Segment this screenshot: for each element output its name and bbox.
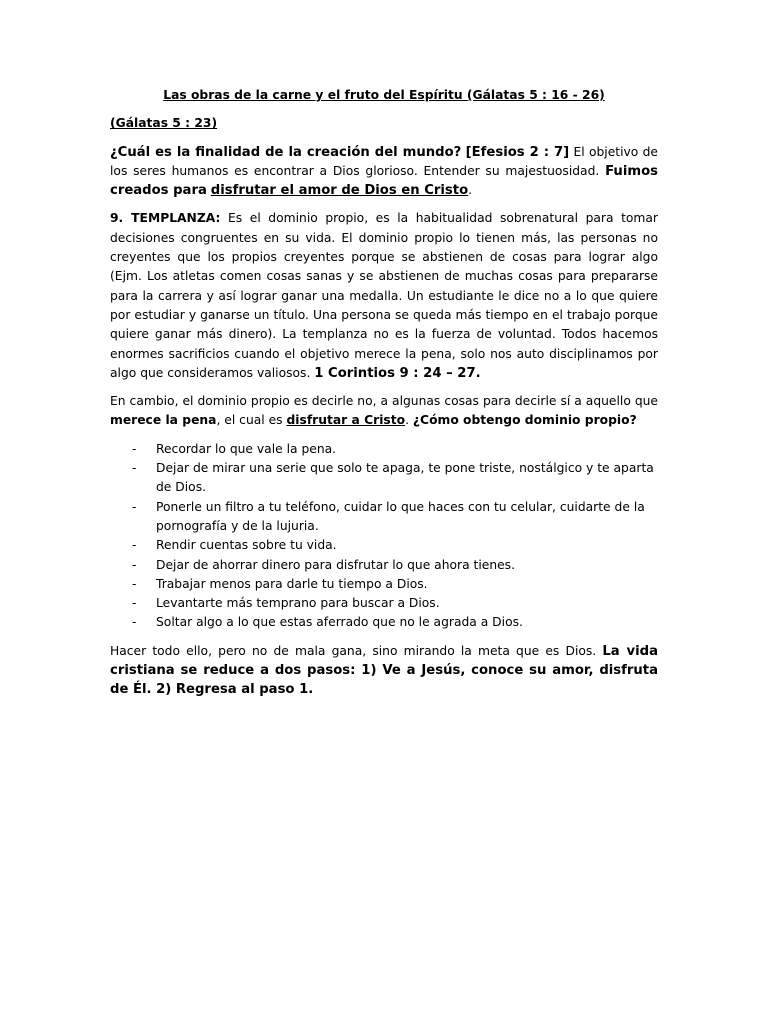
list-dash: - — [132, 596, 137, 611]
conclusion-text: Hacer todo ello, pero no de mala gana, sino mirando la meta que es Dios. — [110, 643, 597, 658]
list-item — [110, 613, 658, 632]
list-item-text: Ponerle un filtro a tu teléfono, cuidar lo que haces con tu celular, cuidarte de la pornografía y de la lujuria. — [156, 499, 645, 533]
list-item — [110, 594, 658, 613]
purpose-bold-underline: disfrutar el amor de Dios en Cristo — [210, 183, 469, 199]
dominio-bold: merece la pena — [110, 413, 217, 428]
list-dash: - — [132, 576, 137, 591]
purpose-verse: [Efesios 2 : 7] — [465, 144, 570, 160]
list-item-text: Dejar de ahorrar dinero para disfrutar lo que ahora tienes. — [156, 557, 515, 572]
list-item — [110, 575, 658, 594]
purpose-text: El objetivo de los seres humanos es encontrar a Dios glorioso. Entender su majestuosidad. — [110, 144, 658, 178]
dominio-bold-underline: disfrutar a Cristo — [286, 413, 406, 428]
paragraph-conclusion — [110, 642, 658, 700]
conclusion-bold: La vida cristiana se reduce a dos pasos: 1) Ve a Jesús, conoce su amor, disfruta de Él. 2) Regresa al paso 1. — [110, 643, 658, 698]
list-item-text: Levantarte más temprano para buscar a Dios. — [156, 596, 440, 611]
list-item — [110, 440, 658, 459]
purpose-bold: Fuimos creados para — [110, 163, 658, 199]
list-item-text: Rendir cuentas sobre tu vida. — [156, 538, 337, 553]
dominio-text-c: . — [405, 413, 409, 428]
paragraph-purpose — [110, 143, 658, 201]
list-dash: - — [132, 499, 137, 514]
list-dash: - — [132, 441, 137, 456]
dominio-text-a: En cambio, el dominio propio es decirle no, a algunas cosas para decirle sí a aquello que — [110, 394, 658, 409]
dominio-question: ¿Cómo obtengo dominio propio? — [412, 413, 637, 428]
list-dash: - — [132, 557, 137, 572]
list-item — [110, 556, 658, 575]
paragraph-dominio — [110, 392, 658, 431]
templanza-heading: 9. TEMPLANZA: — [110, 211, 221, 226]
dominio-text-b: , el cual es — [216, 413, 283, 428]
list-dash: - — [132, 538, 137, 553]
list-item-text: Dejar de mirar una serie que solo te apaga, te pone triste, nostálgico y te aparta de Dios. — [156, 461, 654, 495]
purpose-end: . — [468, 183, 473, 198]
list-dash: - — [132, 615, 137, 630]
list-item-text: Trabajar menos para darle tu tiempo a Dios. — [156, 576, 428, 591]
list-item-text: Soltar algo a lo que estas aferrado que no le agrada a Dios. — [156, 615, 523, 630]
scripture-reference: (Gálatas 5 : 23) — [110, 116, 218, 131]
list-item-text: Recordar lo que vale la pena. — [156, 441, 337, 456]
paragraph-templanza — [110, 209, 658, 383]
list-item — [110, 536, 658, 555]
templanza-text: Es el dominio propio, es la habitualidad sobrenatural para tomar decisiones congruentes en su vida. El dominio propio lo tienen más, las personas no creyentes que los propios creyentes porque se abstienen de cosas para lograr algo (Ejm. Los atletas comen cosas sanas y se abstienen de muchas cosas para prepararse para la carrera y así lograr ganar una medalla. Un estudiante le dice no a lo que quiere por estudiar y ganarse un título. Una persona se queda más tiempo en el trabajo porque quiere ganar más dinero). La templanza no es la fuerza de voluntad. Todos hacemos enormes sacrificios cuando el objetivo merece la pena, solo nos auto disciplinamos por algo que consideramos valiosos. — [110, 211, 658, 380]
templanza-verse: 1 Corintios 9 : 24 – 27. — [314, 365, 481, 381]
document-title: Las obras de la carne y el fruto del Espíritu (Gálatas 5 : 16 - 26) — [163, 88, 605, 102]
list-item — [110, 498, 658, 537]
document-page — [110, 86, 658, 709]
list-item — [110, 459, 658, 498]
dominio-list — [110, 440, 658, 633]
purpose-question: ¿Cuál es la finalidad de la creación del mundo? — [110, 144, 462, 160]
list-dash: - — [132, 461, 137, 476]
